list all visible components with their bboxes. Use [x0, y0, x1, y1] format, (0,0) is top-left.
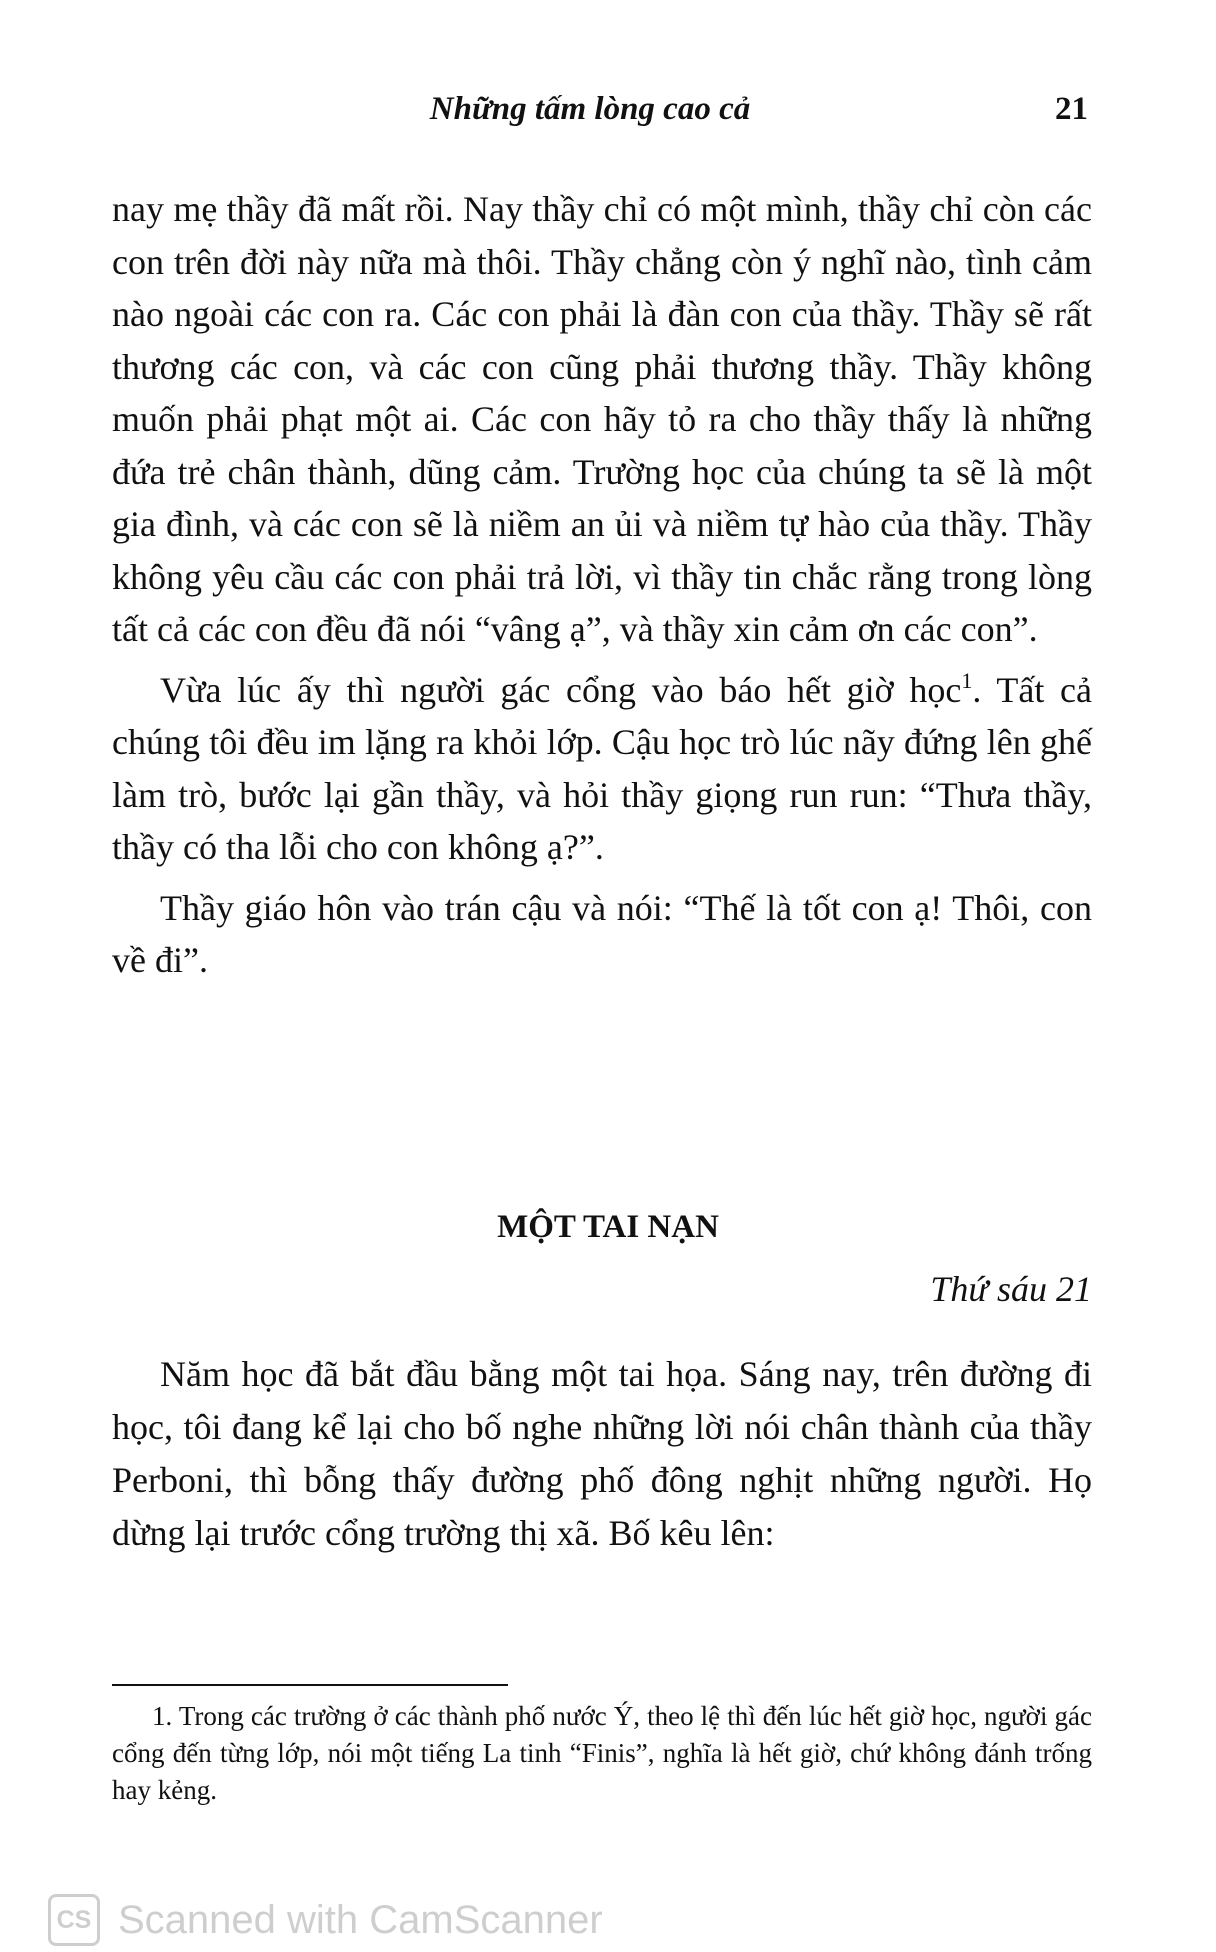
section-paragraph: Năm học đã bắt đầu bằng một tai họa. Sáng nay, trên đường đi học, tôi đang kể lại cho bố nghe những lời nói chân thành của thầy Perboni, thì bỗng thấy đường phố đông nghịt những người. Họ dừng lại trước cổng trường thị xã. Bố kêu lên: [112, 1354, 1092, 1553]
page-header [0, 84, 1216, 134]
section-body-text [112, 1348, 1092, 1560]
scanner-watermark [48, 1893, 603, 1947]
page-number: 21 [1055, 91, 1088, 127]
camscanner-logo-icon: CS [48, 1894, 100, 1946]
running-title: Những tấm lòng cao cả [429, 91, 751, 127]
paragraph-teacher-reply: Thầy giáo hôn vào trán cậu và nói: “Thế là tốt con ạ! Thôi, con về đi”. [112, 887, 1092, 980]
footnote: 1. Trong các trường ở các thành phố nước Ý, theo lệ thì đến lúc hết giờ học, người gác cổng đến từng lớp, nói một tiếng La tinh “Finis”, nghĩa là hết giờ, chứ không đánh trống hay kẻng. [112, 1701, 1092, 1805]
footnote-reference: 1 [961, 667, 973, 693]
section-date: Thứ sáu 21 [930, 1269, 1092, 1309]
section-title: MỘT TAI NẠN [497, 1209, 719, 1245]
body-text [112, 183, 1092, 987]
paragraph-bell-text-before: Vừa lúc ấy thì người gác cổng vào báo hết giờ học [160, 669, 962, 710]
watermark-text: Scanned with CamScanner [118, 1897, 603, 1942]
footnote-divider [112, 1684, 508, 1686]
paragraph-bell [112, 664, 1092, 874]
paragraph-continuation: nay mẹ thầy đã mất rồi. Nay thầy chỉ có một mình, thầy chỉ còn các con trên đời này nữa mà thôi. Thầy chẳng còn ý nghĩ nào, tình cảm nào ngoài các con ra. Các con phải là đàn con của thầy. Thầy sẽ rất thương các con, và các con cũng phải thương thầy. Thầy không muốn phải phạt một ai. Các con hãy tỏ ra cho thầy thấy là những đứa trẻ chân thành, dũng cảm. Trường học của chúng ta sẽ là một gia đình, và các con sẽ là niềm an ủi và niềm tự hào của thầy. Thầy không yêu cầu các con phải trả lời, vì thầy tin chắc rằng trong lòng tất cả các con đều đã nói “vâng ạ”, và thầy xin cảm ơn các con”. [112, 189, 1092, 649]
paragraph-bell-text-after: . Tất cả chúng tôi đều im lặng ra khỏi lớp. Cậu học trò lúc nãy đứng lên ghế làm trò, bước lại gần thầy, và hỏi thầy giọng run run: “Thưa thầy, thầy có tha lỗi cho con không ạ?”. [112, 669, 1092, 867]
